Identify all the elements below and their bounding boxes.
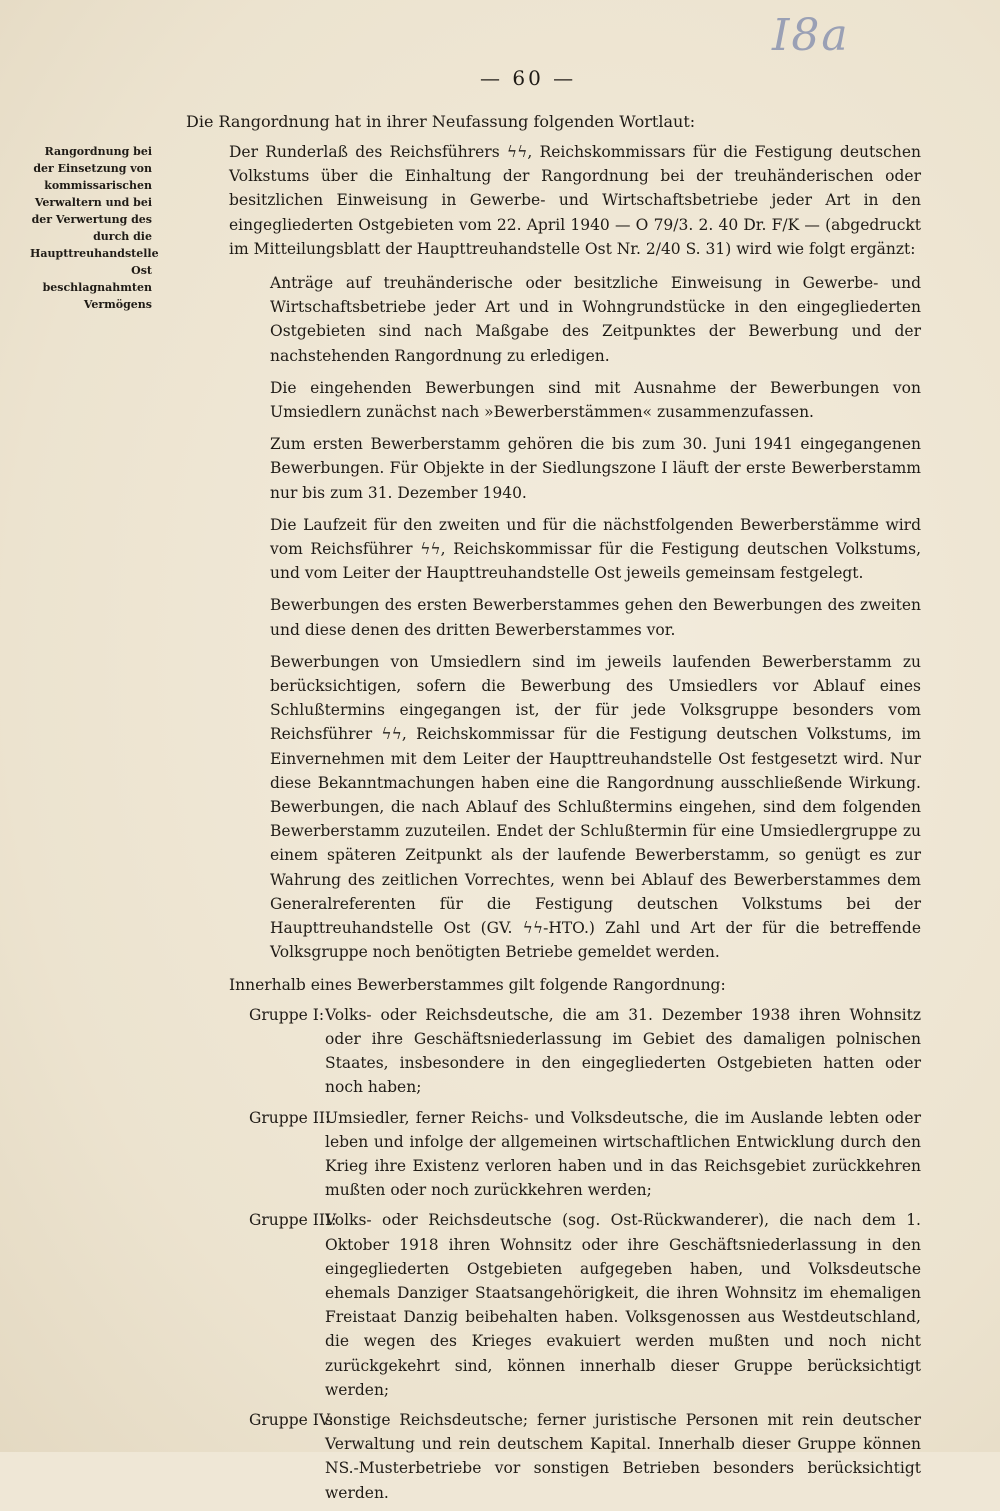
body-text [229, 140, 921, 1511]
group-item [229, 1003, 921, 1100]
amendment-paragraph: Anträge auf treuhänderische oder besitzliche Einweisung in Gewerbe- und Wirtschaftsbetriebe jeder Art und in Wohngrundstücke in den eingegliederten Ostgebieten sind nach Maßgabe des Zeitpunktes der Bewerbung und der nachstehenden Rangordnung zu erledigen. [270, 274, 921, 365]
ranking-intro: Innerhalb eines Bewerberstammes gilt folgende Rangordnung: [229, 975, 726, 994]
ranking-groups [229, 1003, 921, 1505]
group-text: Umsiedler, ferner Reichs- und Volksdeutsche, die im Auslande lebten oder leben und infolge der allgemeinen wirtschaftlichen Entwicklung durch den Krieg ihre Existenz verloren haben und in das Reichsgebiet zurückkehren mußten oder noch zurückkehren werden; [325, 1108, 921, 1200]
margin-note: Rangordnung bei der Einsetzung von kommissarischen Verwaltern und bei der Verwertung des durch die Haupttreuhandstelle Ost beschlagnahmten Vermögens [30, 145, 159, 311]
amendment-paragraph: Zum ersten Bewerberstamm gehören die bis zum 30. Juni 1941 eingegangenen Bewerbungen. Für Objekte in der Siedlungszone I läuft der erste Bewerberstamm nur bis zum 31. Dezember 1940. [270, 435, 921, 502]
amendment-paragraph: Die Laufzeit für den zweiten und für die nächstfolgenden Bewerberstämme wird vom Reichsführer ϟϟ, Reichskommissar für die Festigung deutschen Volkstums, und vom Leiter der Haupttreuhandstelle Ost jeweils gemeinsam festgelegt. [270, 515, 921, 583]
decree-paragraph: Der Runderlaß des Reichsführers ϟϟ, Reichskommissars für die Festigung deutschen Volkstums über die Einhaltung der Rangordnung bei der treuhänderischen oder besitzlichen Einweisung in Gewerbe- und Wirtschaftsbetriebe jeder Art in den eingegliederten Ostgebieten vom 22. April 1940 — O 79/3. 2. 40 Dr. F/K — (abgedruckt im Mitteilungsblatt der Haupttreuhandstelle Ost Nr. 2/40 S. 31) wird wie folgt ergänzt: [229, 143, 921, 258]
group-label: Gruppe IV: [249, 1410, 334, 1429]
group-label: Gruppe III: [249, 1211, 337, 1230]
group-text: sonstige Reichsdeutsche; ferner juristische Personen mit rein deutscher Verwaltung und rein deutschem Kapital. Innerhalb dieser Gruppe können NS.-Musterbetriebe vor sonstigen Betrieben besonders berücksichtigt werden. [325, 1410, 921, 1502]
group-text: Volks- oder Reichsdeutsche (sog. Ost-Rückwanderer), die nach dem 1. Oktober 1918 ihren Wohnsitz oder ihre Geschäftsniederlassung in den eingegliederten Ostgebieten aufgegeben haben, und Volksdeutsche ehemals Danziger Staatsangehörigkeit, die ihren Wohnsitz im ehemaligen Freistaat Danzig beibehalten haben. Volksgenossen aus Westdeutschland, die wegen des Krieges evakuiert werden mußten und noch nicht zurückgekehrt sind, können innerhalb dieser Gruppe berücksichtigt werden; [325, 1211, 921, 1399]
group-label: Gruppe II: [249, 1108, 331, 1127]
group-label: Gruppe I: [249, 1005, 325, 1024]
handwritten-note: I8a [772, 10, 850, 61]
group-item [229, 1106, 921, 1203]
page-number: — 60 — [480, 66, 577, 90]
amendment-paragraph: Die eingehenden Bewerbungen sind mit Ausnahme der Bewerbungen von Umsiedlern zunächst nach »Bewerberstämmen« zusammenzufassen. [270, 378, 921, 422]
group-item [229, 1408, 921, 1505]
group-text: Volks- oder Reichsdeutsche, die am 31. Dezember 1938 ihren Wohnsitz oder ihre Geschäftsniederlassung im Gebiet des damaligen polnischen Staates, insbesondere in den eingegliederten Ostgebieten hatten oder noch haben; [325, 1005, 921, 1097]
intro-line: Die Rangordnung hat in ihrer Neufassung folgenden Wortlaut: [186, 112, 696, 131]
amendment-block [229, 271, 921, 964]
amendment-paragraph: Bewerbungen von Umsiedlern sind im jeweils laufenden Bewerberstamm zu berücksichtigen, sofern die Bewerbung des Umsiedlers vor Ablauf eines Schlußtermins eingegangen ist, der für jede Volksgruppe besonders vom Reichsführer ϟϟ, Reichskommissar für die Festigung deutschen Volkstums, im Einvernehmen mit dem Leiter der Haupttreuhandstelle Ost festgesetzt wird. Nur diese Bekanntmachungen haben eine die Rangordnung ausschließende Wirkung. Bewerbungen, die nach Ablauf des Schlußtermins eingehen, sind dem folgenden Bewerberstamm zuzuteilen. Endet der Schlußtermin für eine Umsiedlergruppe zu einem späteren Zeitpunkt als der laufende Bewerberstamm, so genügt es zur Wahrung des zeitlichen Vorrechtes, wenn bei Ablauf des Bewerberstammes dem Generalreferenten für die Festigung deutschen Volkstums bei der Haupttreuhandstelle Ost (GV. ϟϟ-HTO.) Zahl und Art der für die betreffende Volksgruppe noch benötigten Betriebe gemeldet werden. [270, 652, 921, 962]
amendment-paragraph: Bewerbungen des ersten Bewerberstammes gehen den Bewerbungen des zweiten und diese denen des dritten Bewerberstammes vor. [270, 596, 921, 639]
group-item [229, 1208, 921, 1402]
